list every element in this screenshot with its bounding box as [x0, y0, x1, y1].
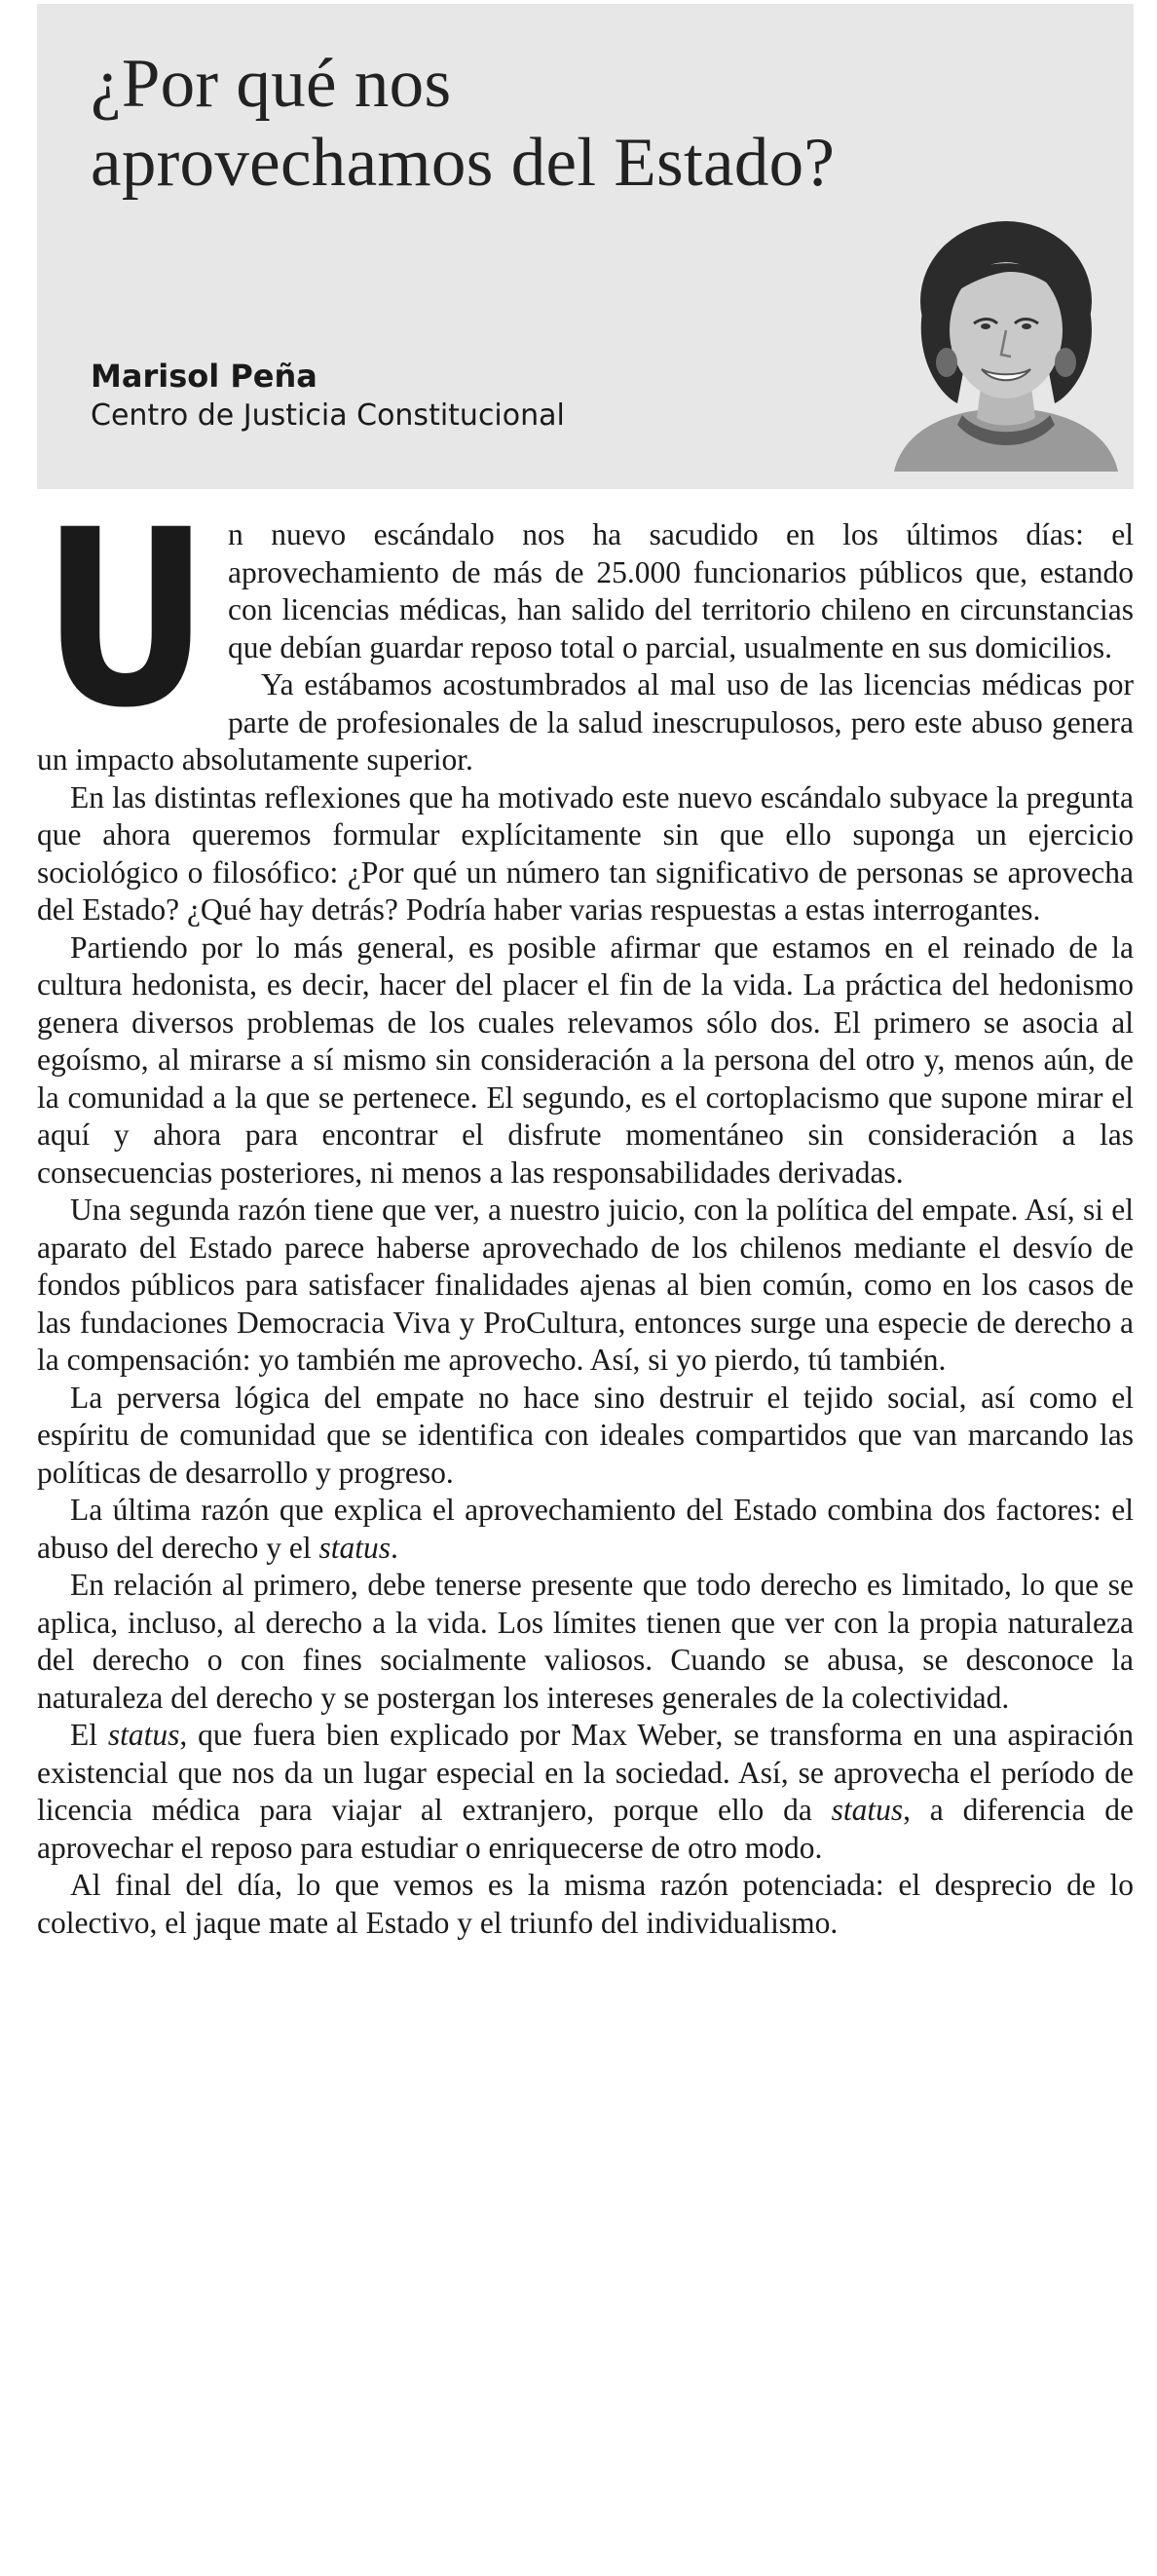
- paragraph-9: [37, 1717, 1134, 1867]
- paragraph-9-emphasis-1: status: [107, 1718, 180, 1752]
- paragraph-1-text: n nuevo escándalo nos ha sacudido en los últimos días: el aprovechamiento de más de 25.000 funcionarios públicos que, estando con licencias médicas, han salido del territorio chileno en circunstancias que debían guardar reposo total o parcial, usualmente en sus domicilios.: [228, 517, 1134, 664]
- paragraph-7: [37, 1492, 1134, 1567]
- paragraph-9-text-b: , que fuera bien explicado por Max Weber, se transforma en una aspiración existencial que nos da un lugar especial en la sociedad. Así, se aprovecha el período de licencia médica para viajar al extranjero, porque ello da: [37, 1718, 1134, 1827]
- paragraph-7-text-b: .: [391, 1530, 398, 1565]
- paragraph-9-text-a: El: [70, 1718, 108, 1752]
- paragraph-8: En relación al primero, debe tenerse presente que todo derecho es limitado, lo que se aplica, incluso, al derecho a la vida. Los límites tienen que ver con la propia naturaleza del derecho o con fines socialmente valiosos. Cuando se abusa, se desconoce la naturaleza del derecho y se postergan los intereses generales de la colectividad.: [37, 1568, 1134, 1715]
- paragraph-2: Ya estábamos acostumbrados al mal uso de las licencias médicas por parte de profesionales de la salud inescrupulosos, pero este abuso genera un impacto absolutamente superior.: [37, 667, 1134, 777]
- paragraph-3: En las distintas reflexiones que ha motivado este nuevo escándalo subyace la pregunta que ahora queremos formular explícitamente sin que ello suponga un ejercicio sociológico o filosófico: ¿Por qué un número tan significativo de personas se aprovecha del Estado? ¿Qué hay detrás? Podría haber varias respuestas a estas interrogantes.: [37, 779, 1134, 927]
- article-header: [37, 4, 1134, 489]
- paragraph-5: Una segunda razón tiene que ver, a nuestro juicio, con la política del empate. Así, si el aparato del Estado parece haberse aprovechado de los chilenos mediante el desvío de fondos públicos para satisfacer finalidades ajenas al bien común, como en los casos de las fundaciones Democracia Viva y ProCultura, entonces surge una especie de derecho a la compensación: yo también me aprovecho. Así, si yo pierdo, tú también.: [37, 1193, 1134, 1377]
- paragraph-7-text-a: La última razón que explica el aprovechamiento del Estado combina dos factores: el abuso del derecho y el: [37, 1493, 1134, 1565]
- svg-text:U: U: [42, 477, 209, 761]
- paragraph-7-emphasis: status: [318, 1530, 392, 1565]
- drop-cap: [37, 477, 214, 761]
- author-affiliation: Centro de Justicia Constitucional: [91, 398, 565, 433]
- paragraph-10: Al final del día, lo que vemos es la misma razón potenciada: el desprecio de lo colectivo, el jaque mate al Estado y el triunfo del individualismo.: [37, 1868, 1134, 1940]
- paragraph-6: La perversa lógica del empate no hace sino destruir el tejido social, así como el espíritu de comunidad que se identifica con ideales compartidos que van marcando las políticas de desarrollo y progreso.: [37, 1380, 1134, 1490]
- paragraph-9-emphasis-2: status: [831, 1793, 904, 1827]
- paragraph-4: Partiendo por lo más general, es posible afirmar que estamos en el reinado de la cultura hedonista, es decir, hacer del placer el fin de la vida. La práctica del hedonismo genera diversos problemas de los cuales relevamos sólo dos. El primero se asocia al egoísmo, al mirarse a sí mismo sin consideración a la persona del otro y, menos aún, de la comunidad a la que se pertenece. El segundo, es el cortoplacismo que supone mirar el aquí y ahora para encontrar el disfrute momentáneo sin consideración a las consecuencias posteriores, ni menos a las responsabilidades derivadas.: [37, 929, 1134, 1190]
- author-portrait: [884, 208, 1128, 472]
- author-name: Marisol Peña: [91, 358, 317, 395]
- paragraph-9-text-c: , a diferencia de aprovechar el reposo para estudiar o enriquecerse de otro modo.: [37, 1793, 1134, 1865]
- article-title: ¿Por qué nos aprovechamos del Estado?: [91, 46, 836, 201]
- article-body: [37, 477, 1134, 1942]
